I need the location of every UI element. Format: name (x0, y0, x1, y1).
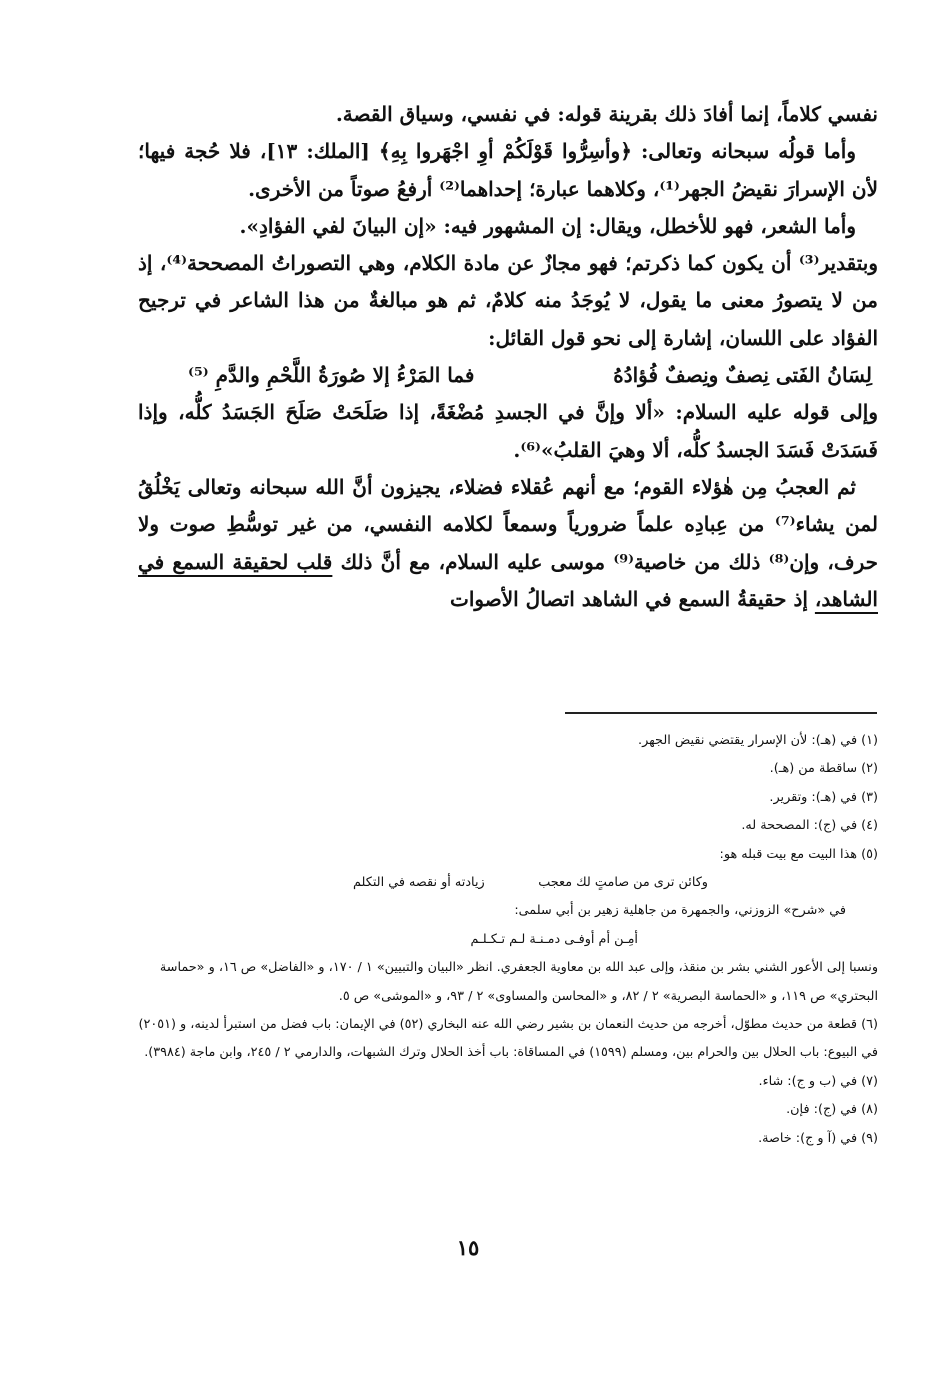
footnotes (138, 727, 878, 1153)
paragraph-6 (138, 469, 878, 618)
footnote-2: (٢) ساقطة من (هـ). (769, 761, 878, 777)
paragraph-6-underlined: قلب لحقيقة السمع في الشاهد، (138, 549, 878, 611)
footnote-5-verse (138, 869, 878, 897)
paragraph-4: وبتقدير⁽³⁾ أن يكون كما ذكرتم؛ فهو مجازٌ عن مادة الكلام، وهي التصوراتُ المصححة⁽⁴⁾، إذ من لا يتصورُ معنى ما يقول، لا يُوجَدُ منه كلامٌ، ثم هو مبالغةٌ من هذا الشاعر في ترجيح الفؤاد على اللسان، إشارة إلى نحو قول القائل: (138, 251, 878, 350)
footnote-5-source: في «شرح» الزوزني، والجمهرة من جاهلية زهير بن أبي سلمى: (514, 903, 846, 919)
footnote-9: (٩) في (آ و ج): خاصة. (758, 1130, 878, 1146)
paragraph-6-end: إذ حقيقةُ السمع في الشاهد اتصالُ الأصوات (450, 586, 815, 611)
footnote-7: (٧) في (ب و ج): شاء. (758, 1073, 878, 1089)
footnote-1: (١) في (هـ): لأن الإسرار يقتضي نقيض الجهر. (638, 733, 878, 748)
footnote-4: (٤) في (ج): المصححة له. (741, 818, 878, 834)
poem-verse (138, 357, 878, 394)
footnote-3: (٣) في (هـ): وتقرير. (769, 789, 878, 805)
verse-first-hemistich: لِسَانُ الفَتى نِصفٌ ونِصفٌ فُؤادُهُ (613, 363, 872, 388)
footnote-5-verse-first: وكائن ترى من صامتٍ لك معجب (538, 875, 708, 891)
paragraph-2: وأما قولُه سبحانه وتعالى: ﴿وأسِرُّوا قَوْلَكُمْ أوِ اجْهَروا بِهِ﴾ [الملك: ١٣]، فلا حُجة فيها؛ لأن الإسرارَ نقيضُ الجهر⁽¹⁾، وكلاهما عبارة؛ إحداهما⁽²⁾ أرفعُ صوتاً من الأخرى. (138, 139, 878, 201)
page-number: ١٥ (456, 1235, 480, 1260)
paragraph-1: نفسي كلاماً، إنما أفادَ ذلك بقرينة قوله: في نفسي، وسياق القصة. (335, 102, 878, 126)
footnote-8: (٨) في (ج): فإن. (786, 1102, 878, 1118)
footnote-5: (٥) هذا البيت مع بيت قبله هو: (719, 846, 878, 862)
footnote-divider (565, 712, 877, 714)
paragraph-5: وإلى قوله عليه السلام: «ألا وإنَّ في الجسدِ مُضْغَةً، إذا صَلَحَتْ صَلَحَ الجَسَدُ كلُّه، وإذا فَسَدَتْ فَسَدَ الجسدُ كلُّه، ألا وهيَ القلبُ»⁽⁶⁾. (138, 400, 878, 462)
main-text (138, 96, 878, 618)
paragraph-3: وأما الشعر، فهو للأخطل، ويقال: إن المشهور فيه: «إن البيانَ لفي الفؤادِ». (239, 213, 856, 238)
footnote-6: (٦) قطعة من حديث مطوّل، أخرجه من حديث النعمان بن بشير رضي الله عنه البخاري (٥٢) في الإيمان: باب فضل من استبرأ لدينه، و (٢٠٥١) في البيوع: باب الحلال بين والحرام بين، ومسلم (١٥٩٩) في المساقاة: باب أخذ الحلال وترك الشبهات، والدارمي ٢ / ٢٤٥، وابن ماجة (٣٩٨٤). (138, 1017, 878, 1061)
footnote-5-verse-2: أمِـن أم أوفـى دمـنـة لـم تـكـلـم (470, 931, 638, 947)
verse-second-hemistich: فما المَرْءُ إلا صُورَةُ اللَّحْمِ والدَّمِ ⁽⁵⁾ (188, 363, 475, 388)
footnote-5-references: ونسبا إلى الأعور الشني بشر بن منقذ، وإلى عبد الله بن معاوية الجعفري. انظر «البيان والتبيين» ١ / ١٧٠، و «الفاضل» ص ١٦، و «حماسة البحتري» ص ١١٩، و «الحماسة البصرية» ٢ / ٨٢، و «المحاسن والمساوى» ٢ / ٩٣، و «الموشى» ص ٥. (159, 960, 878, 1004)
paragraph-6-text: ثم العجبُ مِن هٰؤلاء القوم؛ مع أنهم عُقلاء فضلاء، يجيزون أنَّ الله سبحانه وتعالى يَخْلُقُ لمن يشاء⁽⁷⁾ من عِبادِه علماً ضرورياً وسمعاً لكلامه النفسي، من غير توسُّطِ صوت ولا حرف، وإن⁽⁸⁾ ذلك من خاصية⁽⁹⁾ موسى عليه السلام، مع أنَّ ذلك (138, 474, 879, 574)
footnote-5-verse-second: زيادته أو نقصه في التكلم (353, 875, 485, 891)
